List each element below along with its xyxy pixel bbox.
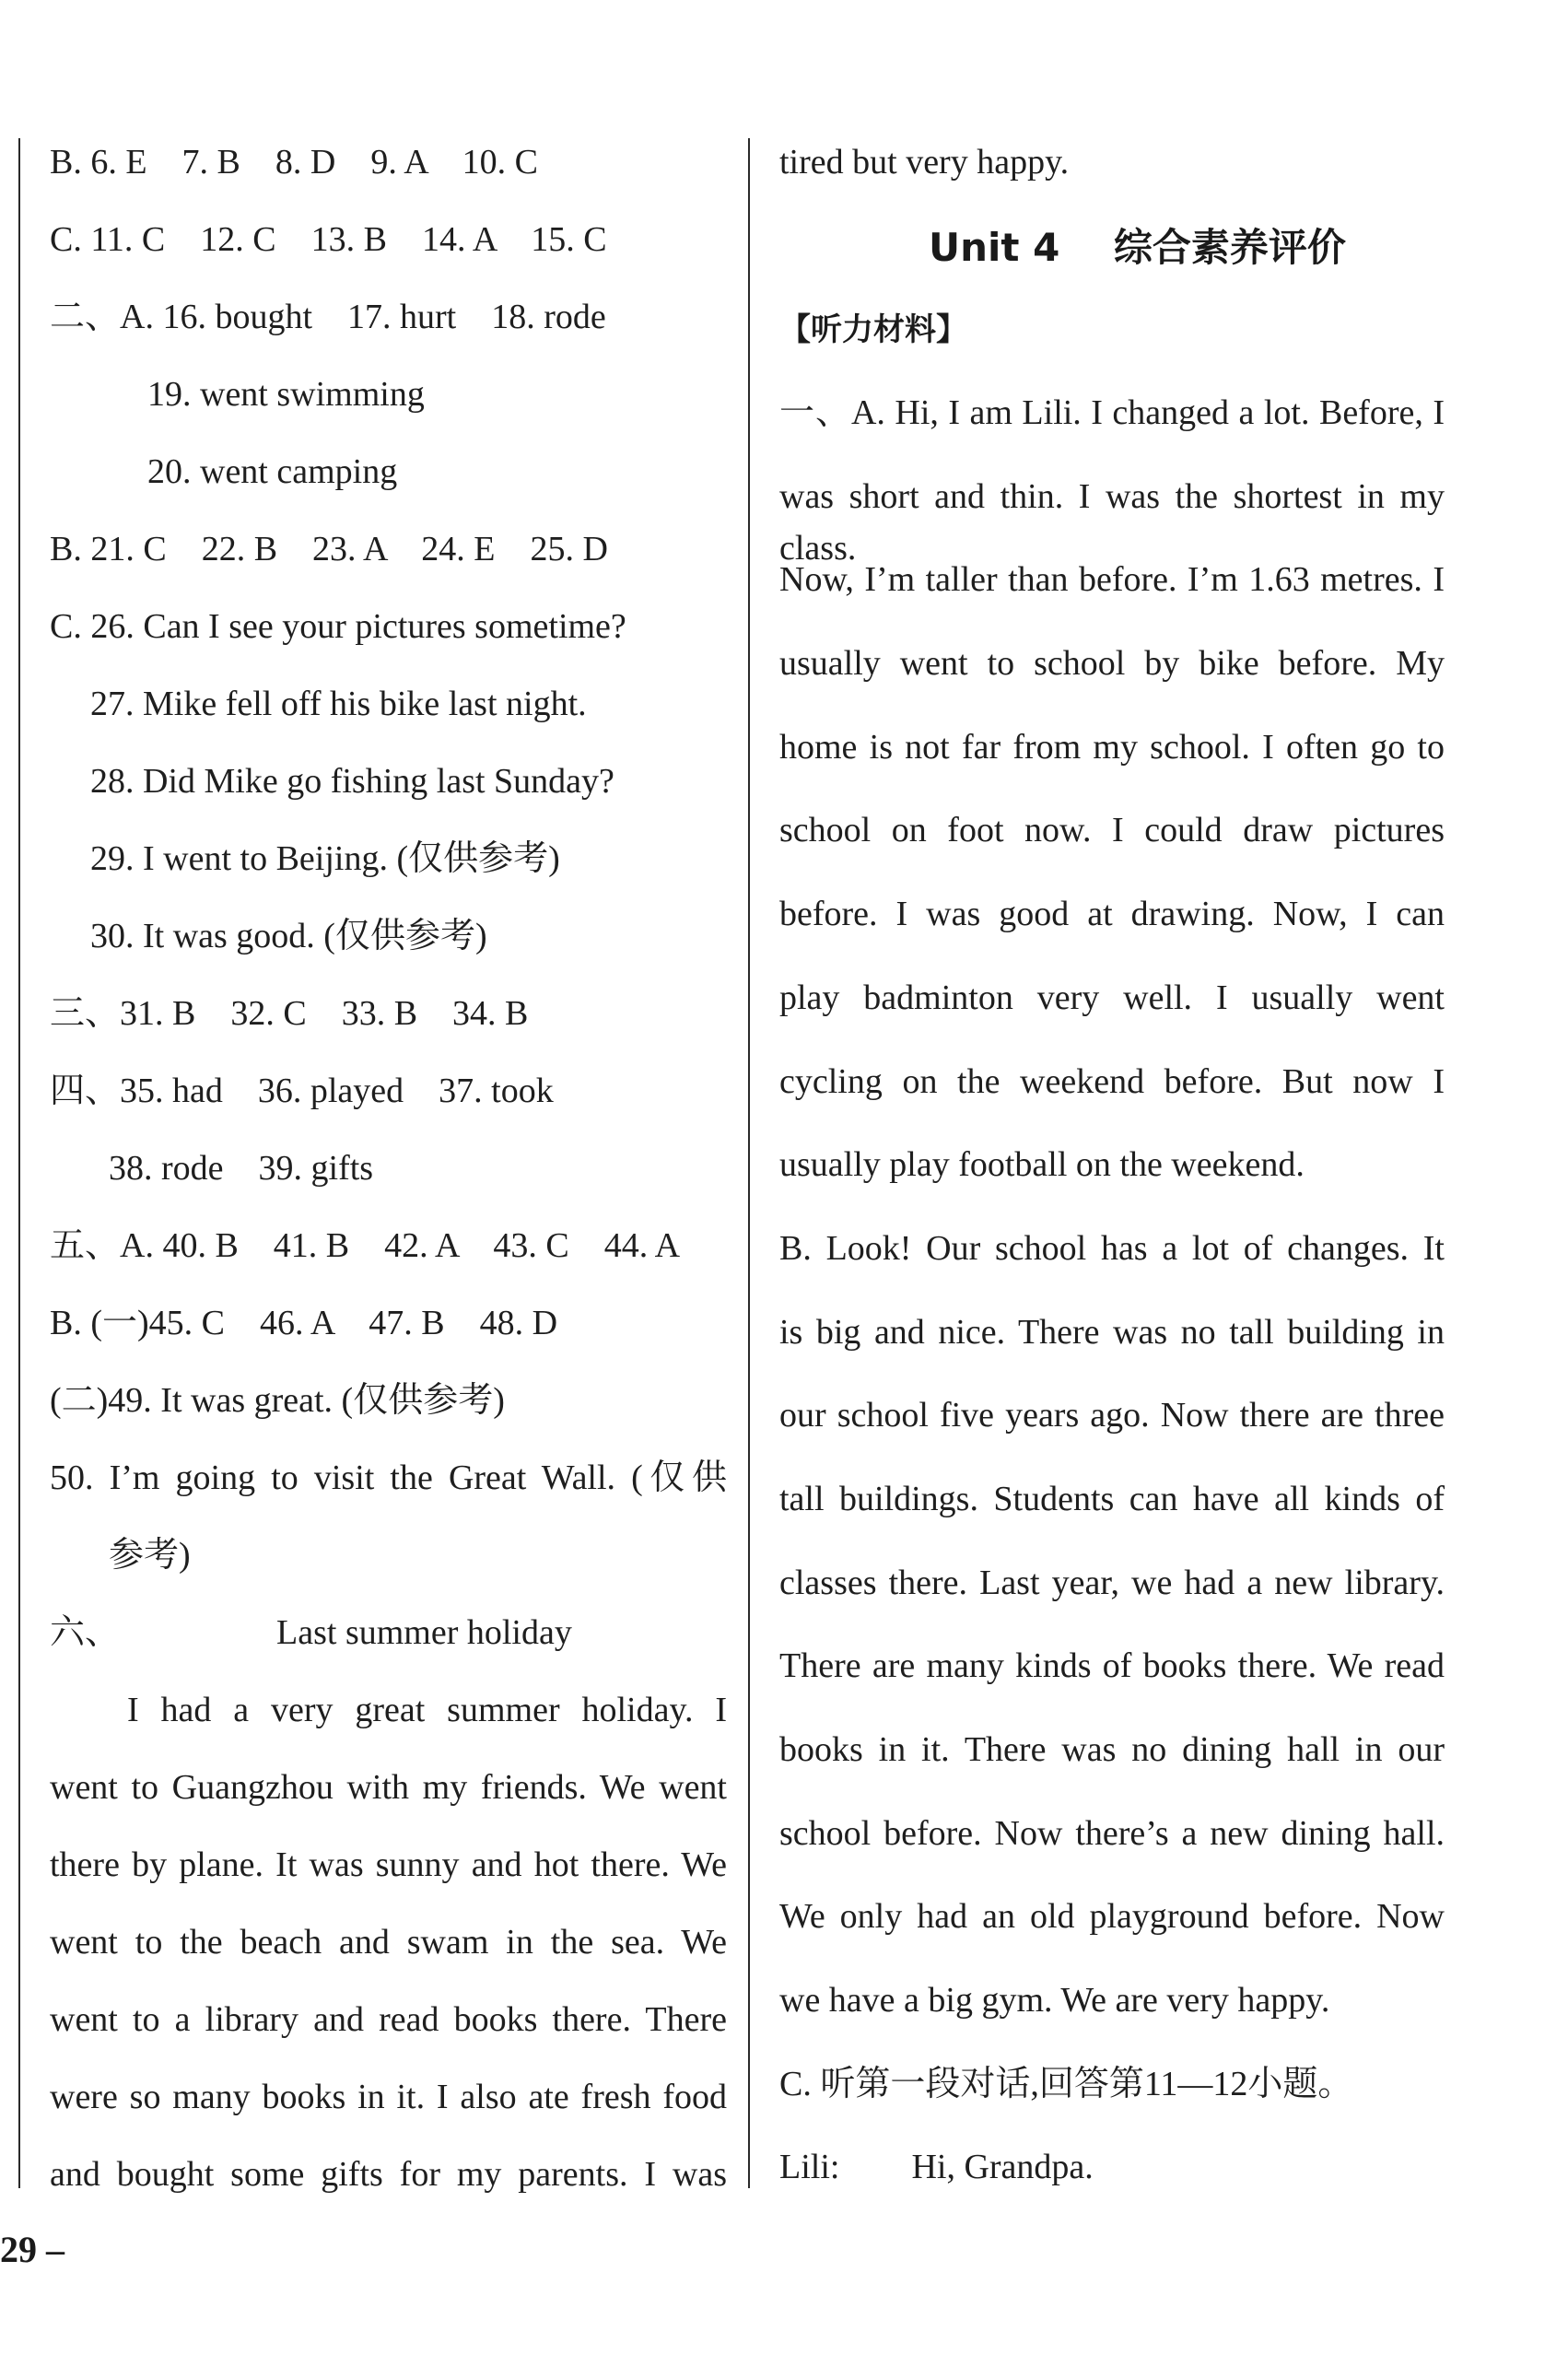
essay-line: there by plane. It was sunny and hot there. We [50,1845,727,1884]
listening-line: classes there. Last year, we had a new library. [779,1563,1445,1602]
essay-line: went to a library and read books there. There [50,2000,727,2039]
answer-line: C. 11. C 12. C 13. B 14. A 15. C [50,220,607,259]
listening-line: usually went to school by bike before. My [779,644,1445,684]
listening-line: We only had an old playground before. Now [779,1897,1445,1937]
answer-line: 五、A. 40. B 41. B 42. A 43. C 44. A [50,1226,681,1265]
answer-line: 30. It was good. (仅供参考) [90,917,487,955]
listening-line: was short and thin. I was the shortest in my class. [779,476,1445,568]
dialogue-speaker: Lili: [779,2148,840,2187]
right-column [779,387,1445,2225]
essay-title: Last summer holiday [276,1613,572,1652]
essay-line: went to Guangzhou with my friends. We went [50,1768,727,1807]
answer-line: 三、31. B 32. C 33. B 34. B [50,994,529,1033]
listening-line: tall buildings. Students can have all kinds of [779,1479,1445,1518]
essay-label: 六、 [50,1613,121,1652]
answer-line: (二)49. It was great. (仅供参考) [50,1381,505,1420]
listening-line: before. I was good at drawing. Now, I can [779,895,1445,934]
answer-line: 27. Mike fell off his bike last night. [90,685,587,723]
column-divider [748,138,750,2188]
listening-line: There are many kinds of books there. We read [779,1646,1445,1686]
left-column [50,136,727,2226]
answer-line: 28. Did Mike go fishing last Sunday? [90,762,614,801]
listening-line: school on foot now. I could draw pictures [779,811,1445,850]
unit-title: Unit 4 综合素养评价 [929,225,1346,270]
essay-line: I had a very great summer holiday. I [127,1691,727,1729]
page-number: 29 – [0,2229,64,2270]
listening-line: our school five years ago. Now there are three [779,1396,1445,1435]
answer-line: 20. went camping [147,452,398,491]
listening-line: 一、A. Hi, I am Lili. I changed a lot. Before, I [779,393,1445,432]
answer-line: C. 26. Can I see your pictures sometime? [50,607,626,646]
listening-line: Now, I’m taller than before. I’m 1.63 metres. I [779,560,1445,600]
dialogue-text: Hi, Grandpa. [911,2148,1094,2187]
left-margin-rule [18,138,20,2188]
answer-line: 二、A. 16. bought 17. hurt 18. rode [50,298,606,336]
listening-line: books in it. There was no dining hall in our [779,1730,1445,1769]
listening-line: school before. Now there’s a new dining hall. [779,1813,1445,1853]
listening-line: we have a big gym. We are very happy. [779,1981,1330,2020]
essay-line: went to the beach and swam in the sea. We [50,1923,727,1962]
essay-line: and bought some gifts for my parents. I was [50,2155,727,2194]
answer-line: 38. rode 39. gifts [109,1149,374,1188]
listening-line: home is not far from my school. I often go to [779,727,1445,767]
answer-line: 四、35. had 36. played 37. took [50,1072,554,1110]
continued-line: tired but very happy. [779,143,1070,182]
answer-line: 29. I went to Beijing. (仅供参考) [90,839,560,878]
listening-line: cycling on the weekend before. But now I [779,1061,1445,1101]
listening-line: play badminton very well. I usually went [779,978,1445,1017]
listening-line: usually play football on the weekend. [779,1145,1305,1185]
answer-line: B. (一)45. C 46. A 47. B 48. D [50,1304,558,1342]
listening-line: is big and nice. There was no tall building in [779,1312,1445,1352]
listening-line: B. Look! Our school has a lot of changes. It [779,1228,1445,1268]
essay-heading [50,1607,727,1684]
essay-line: were so many books in it. I also ate fresh food [50,2078,727,2116]
listening-line: C. 听第一段对话,回答第11—12小题。 [779,2064,1353,2103]
answer-line: 参考) [109,1536,191,1575]
answer-line: B. 6. E 7. B 8. D 9. A 10. C [50,143,538,182]
section-heading: 【听力材料】 [779,311,967,348]
answer-line: 19. went swimming [147,375,425,414]
answer-line: 50. I’m going to visit the Great Wall. (仅供 [50,1458,727,1497]
answer-line: B. 21. C 22. B 23. A 24. E 25. D [50,530,608,568]
dialogue-line [779,2141,1445,2225]
